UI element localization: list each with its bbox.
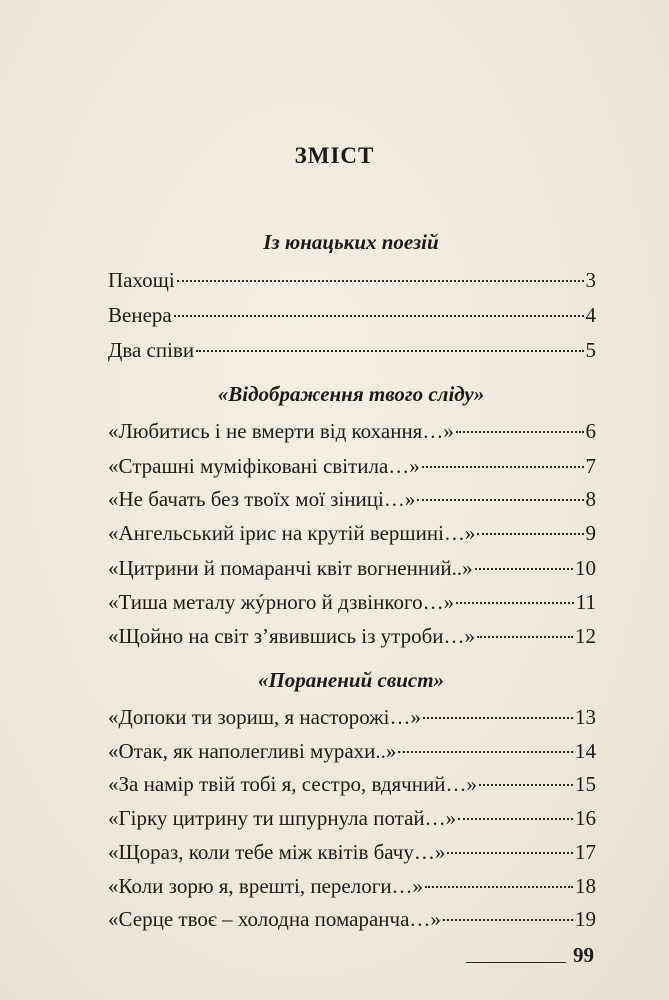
dot-leader <box>456 602 574 604</box>
toc-entry <box>108 772 596 800</box>
section-heading: Із юнацьких поезій <box>263 230 439 254</box>
entry-page: 11 <box>575 590 596 614</box>
entry-title: Два співи <box>108 338 195 362</box>
entry-title: «Цитрини й помаранчі квіт вогненний..» <box>108 556 473 580</box>
entry-page: 4 <box>585 303 596 327</box>
toc-entry <box>108 806 596 834</box>
dot-leader <box>479 784 573 786</box>
entry-page: 7 <box>585 454 596 478</box>
toc-entry <box>108 739 596 767</box>
toc-entry <box>108 840 596 868</box>
entry-page: 19 <box>575 907 596 931</box>
dot-leader <box>458 818 573 820</box>
entry-page: 10 <box>575 556 596 580</box>
entry-page: 13 <box>575 705 596 729</box>
dot-leader <box>443 919 573 921</box>
entry-title: «Коли зорю я, врешті, перелоги…» <box>108 874 424 898</box>
entry-page: 8 <box>585 487 596 511</box>
dot-leader <box>447 852 573 854</box>
toc-entry <box>108 705 596 733</box>
toc-entry <box>108 419 596 447</box>
toc-entry <box>108 624 596 652</box>
dot-leader <box>456 431 584 433</box>
entry-page: 3 <box>585 268 596 292</box>
entry-title: «Отак, як наполегливі мурахи..» <box>108 739 397 763</box>
entry-title: «Допоки ти зориш, я насторожі…» <box>108 705 422 729</box>
entry-title: «Щораз, коли тебе між квітів бачу…» <box>108 840 446 864</box>
footer-rule <box>466 962 566 963</box>
entry-page: 6 <box>585 419 596 443</box>
dot-leader <box>475 568 573 570</box>
entry-title: «Страшні муміфіковані світила…» <box>108 454 420 478</box>
dot-leader <box>477 636 573 638</box>
entry-page: 17 <box>575 840 596 864</box>
entry-title: «Серце твоє – холодна помаранча…» <box>108 907 441 931</box>
page-title: ЗМІСТ <box>294 143 375 168</box>
dot-leader <box>422 466 584 468</box>
entry-title: «За намір твій тобі я, сестро, вдячний…» <box>108 772 477 796</box>
page-number: 99 <box>573 943 594 967</box>
toc-entry <box>108 268 596 296</box>
dot-leader <box>425 886 573 888</box>
toc-entry <box>108 874 596 902</box>
dot-leader <box>174 315 584 317</box>
dot-leader <box>417 499 583 501</box>
dot-leader <box>398 751 573 753</box>
toc-entry <box>108 907 596 935</box>
entry-title: «Щойно на світ з’явившись із утроби…» <box>108 624 476 648</box>
section-heading: «Поранений свист» <box>257 668 445 692</box>
entry-title: «Не бачать без твоїх мої зіниці…» <box>108 487 416 511</box>
dot-leader <box>177 280 584 282</box>
toc-entry <box>108 303 596 331</box>
section-heading: «Відображення твого сліду» <box>217 382 485 406</box>
entry-page: 9 <box>585 521 596 545</box>
entry-page: 12 <box>575 624 596 648</box>
entry-title: «Любитись і не вмерти від кохання…» <box>108 419 454 443</box>
toc-entry <box>108 454 596 482</box>
toc-entry <box>108 338 596 366</box>
entry-page: 18 <box>575 874 596 898</box>
entry-title: Венера <box>108 303 172 327</box>
entry-page: 5 <box>585 338 596 362</box>
entry-title: «Тиша металу жýрного й дзвінкого…» <box>108 590 455 614</box>
toc-entry <box>108 521 596 549</box>
entry-page: 14 <box>575 739 596 763</box>
entry-title: «Гірку цитрину ти шпурнула потай…» <box>108 806 457 830</box>
entry-page: 16 <box>575 806 596 830</box>
dot-leader <box>196 350 583 352</box>
dot-leader <box>477 533 583 535</box>
dot-leader <box>423 717 573 719</box>
entry-page: 15 <box>575 772 596 796</box>
toc-entry <box>108 590 596 618</box>
entry-title: «Ангельський ірис на крутій вершині…» <box>108 521 476 545</box>
entry-title: Пахощі <box>108 268 175 292</box>
toc-entry <box>108 556 596 584</box>
toc-entry <box>108 487 596 515</box>
